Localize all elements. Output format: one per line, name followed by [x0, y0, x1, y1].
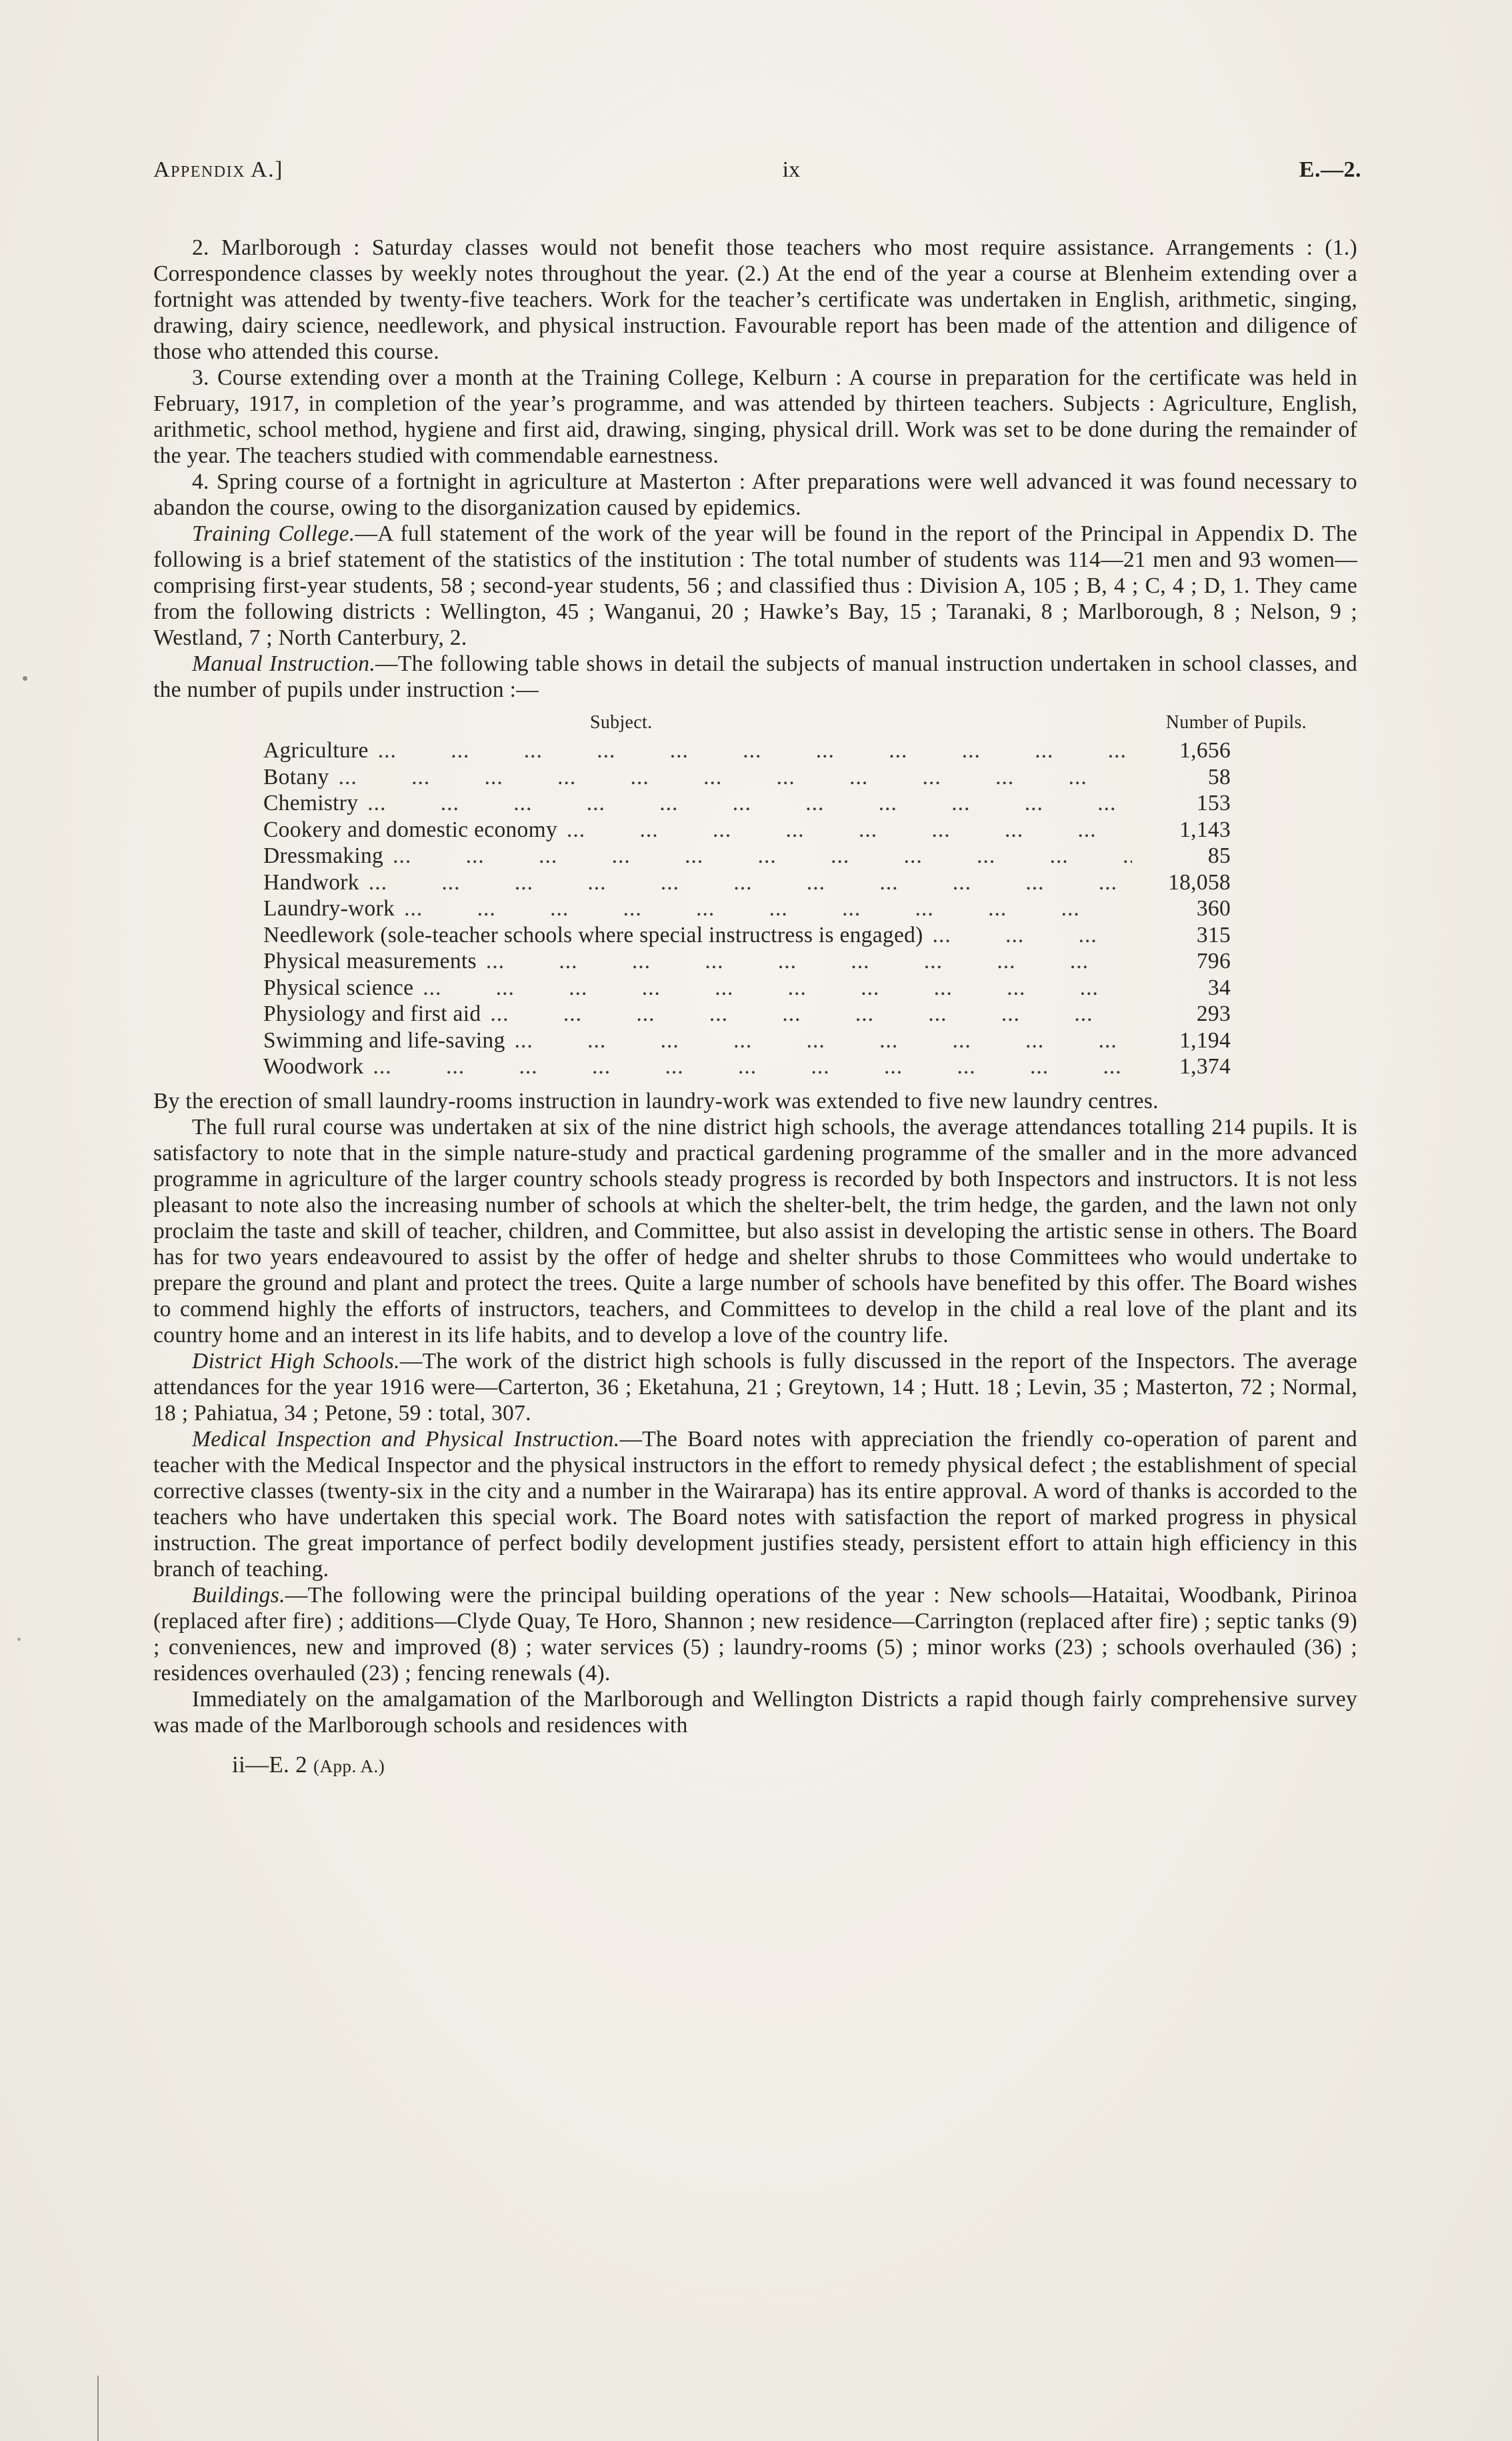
signature-mark: ii—E. 2	[232, 1751, 307, 1778]
table-row	[153, 922, 1357, 949]
footer-signature	[232, 1752, 1357, 1780]
paragraph-text: —The work of the district high schools is fully discussed in the report of the Inspectors. The average attendances for the year 1916 were—Carterton, 36 ; Eketahuna, 21 ; Greytown, 14 ; Hutt. 18 ; Levin, 35 ; Masterton, 72 ; Normal, 18 ; Pahiatua, 34 ; Petone, 59 : total, 307.	[153, 1348, 1357, 1426]
paragraph-training-college	[153, 521, 1357, 651]
pupils-cell: 1,194	[1179, 1027, 1231, 1053]
table-row	[153, 948, 1357, 975]
scan-speck	[17, 1638, 21, 1641]
paragraph-text: 4. Spring course of a fortnight in agriculture at Masterton : After preparations were well advanced it was found necessary to abandon the course, owing to the disorganization caused by epidemics.	[153, 469, 1357, 520]
table-row	[153, 1001, 1357, 1027]
table-row	[153, 790, 1357, 817]
paragraph-text: —The following table shows in detail the subjects of manual instruction undertaken in school classes, and the number of pupils under instruction :—	[153, 651, 1357, 702]
scan-speck	[23, 676, 27, 681]
manual-instruction-table	[153, 708, 1357, 1080]
subject-cell: Botany	[263, 764, 329, 789]
paragraph-text: The full rural course was undertaken at six of the nine district high schools, the average attendances totalling 214 pupils. It is satisfactory to note that in the simple nature-study and practical gardening programme of the smaller and in the more advanced programme in agriculture of the larger country schools steady progress is recorded by both Inspectors and instructors. It is not less pleasant to note also the increasing number of schools at which the shelter-belt, the trim hedge, the garden, and the lawn not only proclaim the taste and skill of teacher, children, and Committee, but also assist in developing the artistic sense in others. The Board has for two years endeavoured to assist by the offer of hedge and shelter shrubs to those Committees who would undertake to prepare the ground and plant and protect the trees. Quite a large number of schools have benefited by this offer. The Board wishes to commend highly the efforts of instructors, teachers, and Committees to develop in the child a real love of the plant and its country home and an interest in its life habits, and to develop a love of the country life.	[153, 1114, 1357, 1348]
paragraph-rural-course	[153, 1114, 1357, 1348]
subject-cell: Handwork	[263, 869, 359, 895]
subject-cell: Dressmaking	[263, 843, 384, 868]
leader-dots	[369, 869, 1132, 896]
appendix-label: Appendix A.]	[153, 157, 283, 182]
paragraph-text: —The following were the principal building operations of the year : New schools—Hataitai, Woodbank, Pirinoa (replaced after fire) ; additions—Clyde Quay, Te Horo, Shannon ; new residence—Carrington (replaced after fire) ; septic tanks (9) ; conveniences, new and improved (8) ; water services (5) ; laundry-rooms (5) ; minor works (23) ; schools overhauled (36) ; residences overhauled (23) ; fencing renewals (4).	[153, 1582, 1357, 1686]
paragraph-lead-italic: Manual Instruction.	[192, 651, 376, 676]
subject-cell: Physical science	[263, 975, 414, 1000]
table-row	[153, 975, 1357, 1001]
table-row	[153, 817, 1357, 843]
paragraph-training-college-course	[153, 365, 1357, 469]
subject-cell: Needlework (sole-teacher schools where special instructress is engaged)	[263, 922, 923, 947]
leader-dots	[933, 922, 1132, 949]
subject-cell: Agriculture	[263, 738, 369, 763]
paragraph-lead-italic: Training College.	[192, 521, 355, 546]
paragraph-lead-italic: Buildings.	[192, 1582, 285, 1608]
running-head	[153, 157, 1361, 183]
subject-cell: Physical measurements	[263, 949, 477, 973]
paragraph-buildings	[153, 1582, 1357, 1686]
paragraph-text: By the erection of small laundry-rooms instruction in laundry-work was extended to five new laundry centres.	[153, 1088, 1159, 1113]
table-row	[153, 869, 1357, 896]
table-row	[153, 1027, 1357, 1054]
subject-cell: Swimming and life-saving	[263, 1027, 505, 1053]
pupils-cell: 360	[1196, 896, 1231, 921]
page-body	[153, 235, 1357, 1780]
pupils-cell: 85	[1207, 843, 1231, 868]
leader-dots	[423, 975, 1132, 1001]
pupils-cell: 1,656	[1179, 738, 1231, 763]
table-row	[153, 843, 1357, 869]
pupils-cell: 796	[1196, 949, 1231, 973]
pupils-cell: 18,058	[1168, 869, 1231, 895]
page-number: ix	[782, 157, 801, 182]
pupils-cell: 58	[1207, 764, 1231, 789]
pupils-cell: 153	[1196, 791, 1231, 815]
table-row	[153, 764, 1357, 791]
scan-artifact-line	[97, 2376, 99, 2441]
subject-cell: Woodwork	[263, 1054, 364, 1079]
paragraph-amalgamation	[153, 1686, 1357, 1738]
paragraph-text: 2. Marlborough : Saturday classes would not benefit those teachers who most require assistance. Arrangements : (1.) Correspondence classes by weekly notes throughout the year. (2.) At the end of the year a course at Blenheim extending over a fortnight was attended by twenty-five teachers. Work for the teacher’s certificate was undertaken in English, arithmetic, singing, drawing, dairy science, needlework, and physical instruction. Favourable report has been made of the attention and diligence of those who attended this course.	[153, 235, 1357, 364]
paragraph-text: Immediately on the amalgamation of the Marlborough and Wellington Districts a rapid though fairly comprehensive survey was made of the Marlborough schools and residences with	[153, 1686, 1357, 1738]
leader-dots	[486, 948, 1132, 975]
paragraph-lead-italic: District High Schools.	[192, 1348, 400, 1374]
subject-cell: Chemistry	[263, 791, 359, 815]
leader-dots	[404, 895, 1132, 922]
pupils-cell: 1,374	[1179, 1054, 1231, 1079]
paragraph-spring-course	[153, 469, 1357, 521]
leader-dots	[490, 1001, 1132, 1027]
paragraph-laundry-rooms	[153, 1088, 1357, 1114]
subject-cell: Laundry-work	[263, 896, 395, 921]
column-header-subject: Subject.	[590, 712, 653, 733]
table-row	[153, 895, 1357, 922]
paragraph-lead-italic: Medical Inspection and Physical Instruction.	[192, 1426, 620, 1452]
paragraph-district-high-schools	[153, 1348, 1357, 1426]
leader-dots	[515, 1027, 1132, 1054]
paragraph-text: 3. Course extending over a month at the Training College, Kelburn : A course in preparation for the certificate was held in February, 1917, in completion of the year’s programme, and was attended by thirteen teachers. Subjects : Agriculture, English, arithmetic, school method, hygiene and first aid, drawing, singing, physical drill. Work was set to be done during the remainder of the year. The teachers studied with commendable earnestness.	[153, 365, 1357, 468]
subject-cell: Physiology and first aid	[263, 1001, 481, 1026]
pupils-cell: 293	[1196, 1001, 1231, 1026]
signature-note: (App. A.)	[313, 1756, 385, 1776]
report-number: E.—2.	[1299, 157, 1361, 182]
leader-dots	[567, 817, 1132, 843]
leader-dots	[378, 737, 1132, 764]
leader-dots	[373, 1053, 1132, 1080]
leader-dots	[367, 790, 1132, 817]
paragraph-manual-instruction	[153, 651, 1357, 703]
pupils-cell: 1,143	[1179, 817, 1231, 842]
column-header-pupils: Number of Pupils.	[1165, 712, 1307, 733]
table-row	[153, 737, 1357, 764]
table-row	[153, 1053, 1357, 1080]
paragraph-medical-inspection	[153, 1426, 1357, 1582]
paragraph-text: —The Board notes with appreciation the friendly co-operation of parent and teacher with the Medical Inspector and the physical instructors in the effort to remedy physical defect ; the establishment of special corrective classes (twenty-six in the city and a number in the Wairarapa) has its entire approval. A word of thanks is accorded to the teachers who have undertaken this special work. The Board notes with satisfaction the report of marked progress in physical instruction. The great importance of perfect bodily development justifies steady, persistent effort to attain high efficiency in this branch of teaching.	[153, 1426, 1357, 1582]
pupils-cell: 315	[1196, 922, 1231, 947]
leader-dots	[339, 764, 1132, 791]
leader-dots	[393, 843, 1132, 869]
subject-cell: Cookery and domestic economy	[263, 817, 558, 842]
pupils-cell: 34	[1207, 975, 1231, 1000]
paragraph-marlborough	[153, 235, 1357, 365]
paragraph-text: —A full statement of the work of the year will be found in the report of the Principal in Appendix D. The following is a brief statement of the statistics of the institution : The total number of students was 114—21 men and 93 women—comprising first-year students, 58 ; second-year students, 56 ; and classified thus : Division A, 105 ; B, 4 ; C, 4 ; D, 1. They came from the following districts : Wellington, 45 ; Wanganui, 20 ; Hawke’s Bay, 15 ; Taranaki, 8 ; Marlborough, 8 ; Nelson, 9 ; Westland, 7 ; North Canterbury, 2.	[153, 521, 1358, 650]
table-header-row	[153, 708, 1357, 737]
